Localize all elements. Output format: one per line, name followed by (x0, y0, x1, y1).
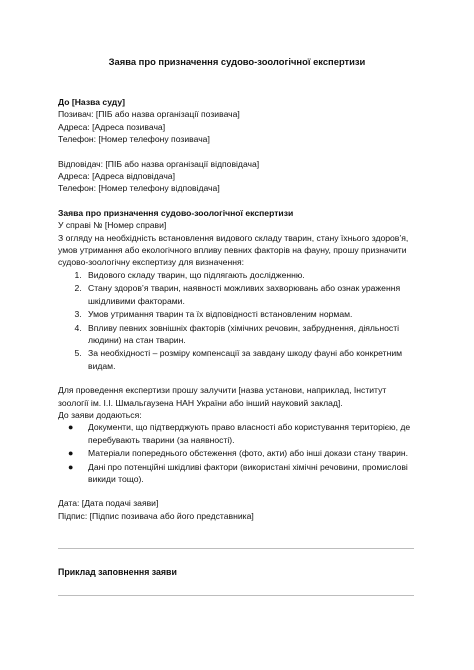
attachment-text: Документи, що підтверджують право власності або користування територією, де перебувають тварини (за наявності). (88, 422, 411, 445)
date-line: Дата: [Дата подачі заяви] (58, 498, 159, 509)
plaintiff-phone: Телефон: [Номер телефону позивача] (58, 134, 210, 145)
attachments-label: До заяви додаються: (58, 409, 142, 420)
example-heading: Приклад заповнення заяви (58, 567, 177, 577)
case-number: У справі № [Номер справи] (58, 220, 167, 231)
intro-paragraph: З огляду на необхідність встановлення видового складу тварин, стану їхнього здоров’я, умов утримання або екологічного впливу певних факторів на фауну, прошу призначити судово-зоологічну експертизу для визначення: (58, 232, 409, 268)
list-item (68, 421, 418, 446)
bullet-icon: ● (68, 448, 74, 459)
bullet-icon: ● (68, 422, 74, 433)
attachments-list (58, 421, 418, 485)
criteria-list (58, 269, 418, 372)
list-item: 5. За необхідності – розміру компенсації за завдану шкоду фауні або конкретним видам. (84, 347, 418, 372)
institution-paragraph: Для проведення експертизи прошу залучити [назва установи, наприклад, Інститут зоології ім. І.І. Шмальгаузена НАН України або інший науковий заклад]. (58, 385, 387, 408)
defendant-address: Адреса: [Адреса відповідача] (58, 171, 175, 182)
list-item: 3. Умов утримання тварин та їх відповідності встановленим нормам. (84, 308, 418, 320)
signature-line: Підпис: [Підпис позивача або його представника] (58, 510, 254, 521)
horizontal-divider (58, 548, 414, 549)
list-item: 2. Стану здоров’я тварин, наявності можливих захворювань або ознак ураження шкідливими факторами. (84, 282, 418, 307)
document-title: Заява про призначення судово-зоологічної експертизи (108, 56, 366, 67)
attachment-text: Матеріали попереднього обстеження (фото, акти) або інші докази стану тварин. (88, 448, 409, 459)
signature-block (58, 497, 418, 522)
bullet-icon: ● (68, 461, 74, 472)
list-item: 1. Видового складу тварин, що підлягають дослідженню. (84, 269, 418, 281)
defendant-phone: Телефон: [Номер телефону відповідача] (58, 183, 220, 194)
document-body (58, 96, 418, 522)
plaintiff-name: Позивач: [ПІБ або назва організації позивача] (58, 109, 240, 120)
defendant-block (58, 158, 418, 195)
section-title: Заява про призначення судово-зоологічної експертизи (58, 207, 294, 218)
court-line: До [Назва суду] (58, 97, 125, 107)
defendant-name: Відповідач: [ПІБ або назва організації відповідача] (58, 158, 260, 169)
plaintiff-address: Адреса: [Адреса позивача] (58, 121, 166, 132)
list-item (68, 447, 418, 459)
list-item: 4. Впливу певних зовнішніх факторів (хімічних речовин, забруднення, діяльності людини) на стан тварин. (84, 322, 418, 347)
horizontal-divider (58, 595, 414, 596)
attachment-text: Дані про потенційні шкідливі фактори (використані хімічні речовини, промислові викиди тощо). (88, 461, 408, 484)
list-item (68, 461, 418, 486)
plaintiff-block (58, 108, 418, 145)
